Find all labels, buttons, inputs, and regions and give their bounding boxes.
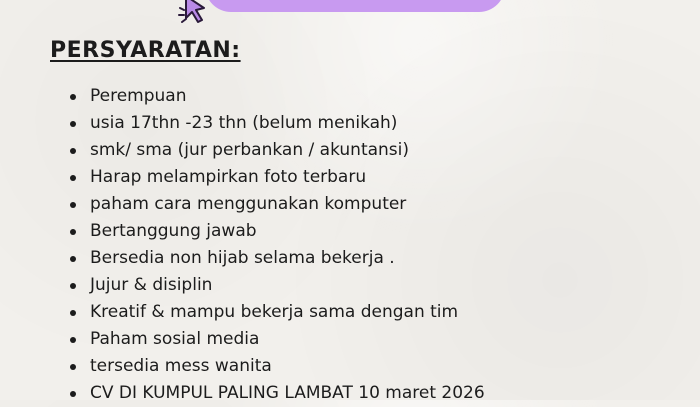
- list-item: usia 17thn -23 thn (belum menikah): [70, 110, 485, 137]
- header-banner: [205, 0, 505, 12]
- list-item: Paham sosial media: [70, 326, 485, 353]
- list-item: paham cara menggunakan komputer: [70, 191, 485, 218]
- list-item: tersedia mess wanita: [70, 353, 485, 380]
- list-item: Jujur & disiplin: [70, 272, 485, 299]
- list-item: smk/ sma (jur perbankan / akuntansi): [70, 137, 485, 164]
- list-item: Kreatif & mampu bekerja sama dengan tim: [70, 299, 485, 326]
- requirements-list: [70, 83, 485, 407]
- mouse-cursor-icon: [176, 0, 216, 28]
- list-item: Harap melampirkan foto terbaru: [70, 164, 485, 191]
- requirements-heading: PERSYARATAN:: [50, 38, 241, 63]
- list-item: Bersedia non hijab selama bekerja .: [70, 245, 485, 272]
- list-item: CV DI KUMPUL PALING LAMBAT 10 maret 2026: [70, 380, 485, 407]
- list-item: Perempuan: [70, 83, 485, 110]
- list-item: Bertanggung jawab: [70, 218, 485, 245]
